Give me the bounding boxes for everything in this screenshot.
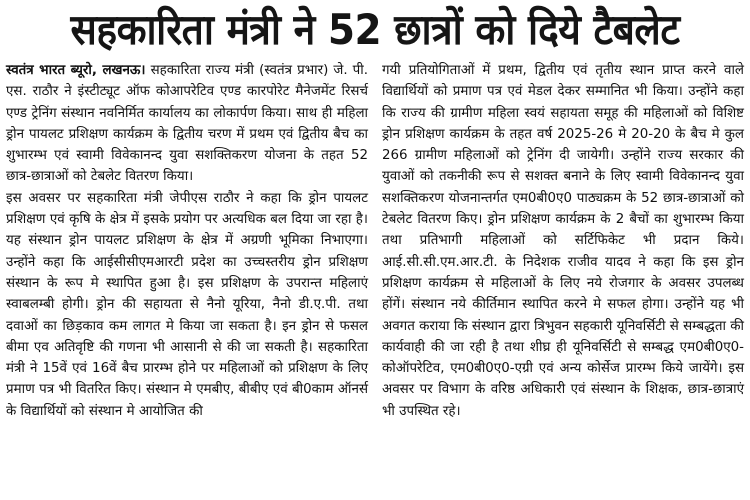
paragraph-1-body: सहकारिता राज्य मंत्री (स्वतंत्र प्रभार) जे. पी. एस. राठौर ने इंस्टीट्यूट ऑफ कोआपरेटिव एण्ड कारपोरेट मैनेजमेंट रिसर्च एण्ड ट्रेनिंग संस्थान नवनिर्मित कार्यालय का लोकार्पण किया। साथ ही महिला ड्रोन पायलट प्रशिक्षण कार्यक्रम के द्वितीय चरण में प्रथम एवं द्वितीय बैच का शुभारम्भ एवं स्वामी विवेकानन्द युवा सशक्तिकरण योजना के तहत 52 छात्र-छात्राओं को टेबलेट वितरण किया। — [6, 63, 368, 185]
headline: सहकारिता मंत्री ने 52 छात्रों को दिये टैबलेट — [70, 6, 680, 55]
dateline: स्वतंत्र भारत ब्यूरो, लखनऊ। — [6, 63, 146, 78]
paragraph-3: गयी प्रतियोगिताओं में प्रथम, द्वितीय एवं तृतीय स्थान प्राप्त करने वाले विद्यार्थियों को प्रमाण पत्र एवं मेडल देकर सम्मानित भी किया। उन्होंने कहा कि राज्य की ग्रामीण महिला स्वयं सहायता समूह की महिलाओं को विशिष्ट ड्रोन प्रशिक्षण कार्यक्रम के तहत वर्ष 2025-26 मे 20-20 के बैच मे कुल 266 ग्रामीण महिलाओं को ट्रेनिंग दी जायेगी। उन्होंने राज्य सरकार की युवाओं को तकनीकी रूप से सशक्त बनाने के लिए स्वामी विवेकानन्द युवा सशक्तिकरण योजनान्तर्गत एम0बी0ए0 पाठ्यक्रम के 52 छात्र-छात्राओं को टेबलेट वितरण किए। ड्रोन प्रशिक्षण कार्यक्रम के 2 बैचों का शुभारम्भ किया तथा प्रतिभागी महिलाओं को सर्टिफिकेट भी प्रदान किये। आई.सी.सी.एम.आर.टी. के निदेशक राजीव यादव ने कहा कि इस ड्रोन प्रशिक्षण कार्यक्रम से महिलाओं के लिए नये रोजगार के अवसर उपलब्ध होंगें। संस्थान नये कीर्तिमान स्थापित करने मे सफल होगा। उन्होंने यह भी अवगत कराया कि संस्थान द्वारा त्रिभुवन सहकारी यूनिवर्सिटी से सम्बद्धता की कार्यवाही की जा रही है तथा शीघ्र ही यूनिवर्सिटी से सम्बद्ध एम0बी0ए0-कोऑपरेटिव, एम0बी0ए0-एग्री एवं अन्य कोर्सेज प्रारम्भ किये जायेंगे। इस अवसर पर विभाग के वरिष्ठ अधिकारी एवं संस्थान के शिक्षक, छात्र-छात्राएं भी उपस्थित रहे। — [382, 63, 744, 419]
article-columns — [6, 60, 744, 422]
paragraph-2: इस अवसर पर सहकारिता मंत्री जेपीएस राठौर ने कहा कि ड्रोन पायलट प्रशिक्षण एवं कृषि के क्षेत्र में इसके प्रयोग पर अत्यधिक बल दिया जा रहा है। यह संस्थान ड्रोन पायलट प्रशिक्षण के क्षेत्र में अग्रणी भूमिका निभाएगा। उन्होंने कहा कि आईसीसीएमआरटी प्रदेश का उच्चस्तरीय ड्रोन प्रशिक्षण संस्थान के रूप मे स्थापित हुआ है। इस प्रशिक्षण के उपरान्त महिलाएं स्वाबलम्बी होगी। ड्रोन की सहायता से नैनो यूरिया, नैनो डी.ए.पी. तथा दवाओं का छिड़काव कम लागत मे किया जा सकता है। इन ड्रोन से फसल बीमा एव अतिवृष्टि की गणना भी आसानी से की जा सकती है। सहकारिता मंत्री ने 15वें एवं 16वें बैच प्रारम्भ होने पर महिलाओं को प्रशिक्षण के लिए प्रमाण पत्र भी वितरित किए। संस्थान मे एमबीए, बीबीए एवं बी0काम ऑनर्स के विद्यार्थियों को संस्थान मे आयोजित की — [6, 190, 368, 419]
paragraph-1 — [6, 60, 368, 188]
article-column-right — [382, 60, 744, 422]
article-column-left — [6, 60, 368, 422]
